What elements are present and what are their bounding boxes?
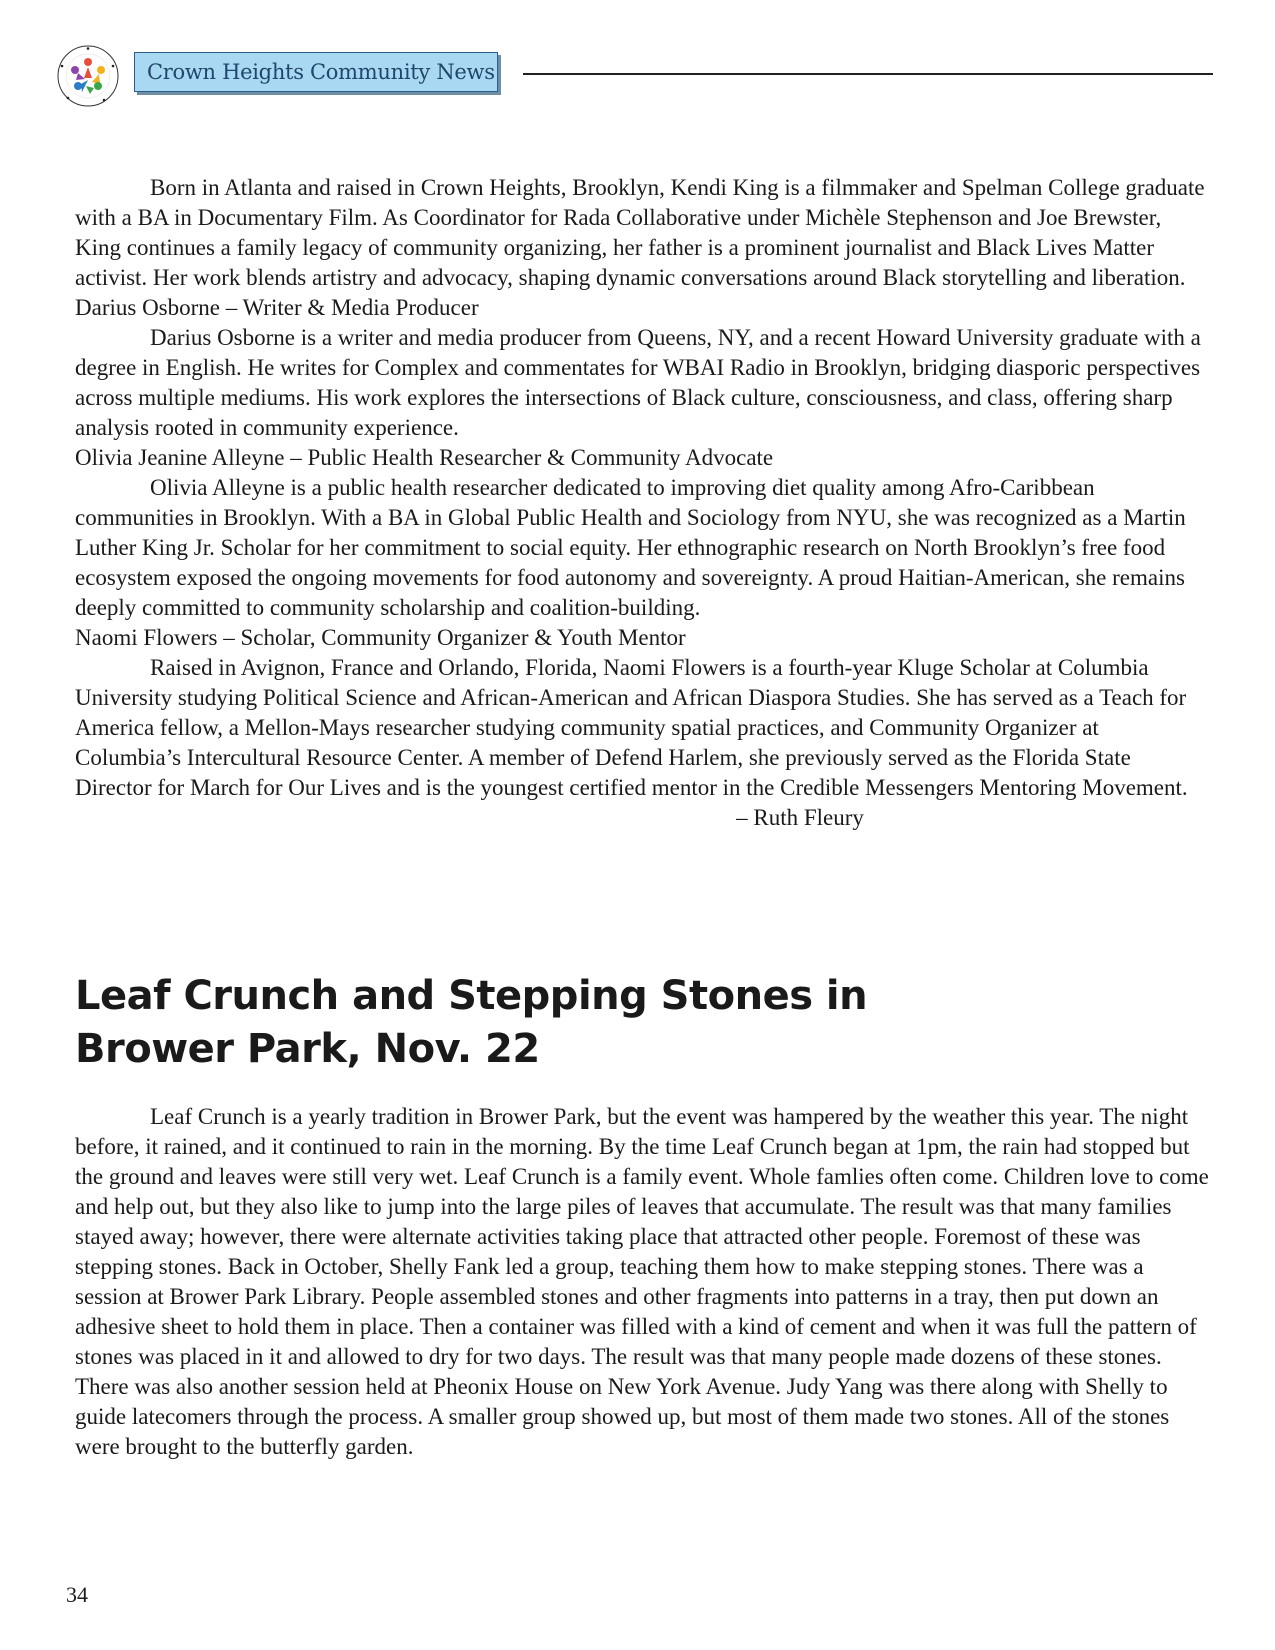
header-rule [523,73,1213,75]
bio-heading: Darius Osborne – Writer & Media Producer [75,295,479,320]
masthead-title: Crown Heights Community News [134,52,498,92]
bio-paragraph: Born in Atlanta and raised in Crown Heights, Brooklyn, Kendi King is a filmmaker and Spelman College graduate with a BA in Documentary Film. As Coordinator for Rada Collaborative under Michèle Stephenson and Joe Brewster, King continues a family legacy of community organizing, her father is a prominent journalist and Black Lives Matter activist. Her work blends artistry and advocacy, shaping dynamic conversations around Black storytelling and liberation. [75,175,1205,290]
bio-heading: Naomi Flowers – Scholar, Community Organizer & Youth Mentor [75,625,686,650]
article-paragraph: Leaf Crunch is a yearly tradition in Brower Park, but the event was hampered by the weather this year. The night before, it rained, and it continued to rain in the morning. By the time Leaf Crunch began at 1pm, the rain had stopped but the ground and leaves were still very wet. Leaf Crunch is a family event. Whole famlies often come. Children love to come and help out, but they also like to jump into the large piles of leaves that accumulate. The result was that many families stayed away; however, there were alternate activities taking place that attracted other people. Foremost of these was stepping stones. Back in October, Shelly Fank led a group, teaching them how to make stepping stones. There was a session at Brower Park Library. People assembled stones and other fragments into patterns in a tray, then put down an adhesive sheet to hold them in place. Then a container was filled with a kind of cement and when it was full the pattern of stones was placed in it and allowed to dry for two days. The result was that many people made dozens of these stones. There was also another session held at Pheonix House on New York Avenue. Judy Yang was there along with Shelly to guide latecomers through the process. A smaller group showed up, but most of them made two stones. All of the stones were brought to the butterfly garden. [75,1104,1209,1459]
article-body [75,1102,1215,1462]
page-header [56,42,1206,106]
page-number: 34 [66,1582,88,1607]
bio-paragraph: Olivia Alleyne is a public health researcher dedicated to improving diet quality among Afro-Caribbean communities in Brooklyn. With a BA in Global Public Health and Sociology from NYU, she was recognized as a Martin Luther King Jr. Scholar for her commitment to social equity. Her ethnographic research on North Brooklyn’s free food ecosystem exposed the ongoing movements for food autonomy and sovereignty. A proud Haitian-American, she remains deeply committed to community scholarship and coalition-building. [75,475,1186,620]
bio-heading: Olivia Jeanine Alleyne – Public Health Researcher & Community Advocate [75,445,774,470]
community-organization-logo-icon [56,44,120,108]
bio-paragraph: Darius Osborne is a writer and media producer from Queens, NY, and a recent Howard University graduate with a degree in English. He writes for Complex and commentates for WBAI Radio in Brooklyn, bridging diasporic perspectives across multiple mediums. His work explores the intersections of Black culture, consciousness, and class, offering sharp analysis rooted in community experience. [75,325,1201,440]
bio-paragraph: Raised in Avignon, France and Orlando, Florida, Naomi Flowers is a fourth-year Kluge Scholar at Columbia University studying Political Science and African-American and African Diaspora Studies. She has served as a Teach for America fellow, a Mellon-Mays researcher studying community spatial practices, and Community Organizer at Columbia’s Intercultural Resource Center. A member of Defend Harlem, she previously served as the Florida State Director for March for Our Lives and is the youngest certified mentor in the Credible Messengers Mentoring Movement. [75,655,1188,800]
bios-section [75,173,1210,833]
author-signature: – Ruth Fleury [736,805,864,830]
article-title: Leaf Crunch and Stepping Stones in Brower Park, Nov. 22 [75,973,868,1072]
